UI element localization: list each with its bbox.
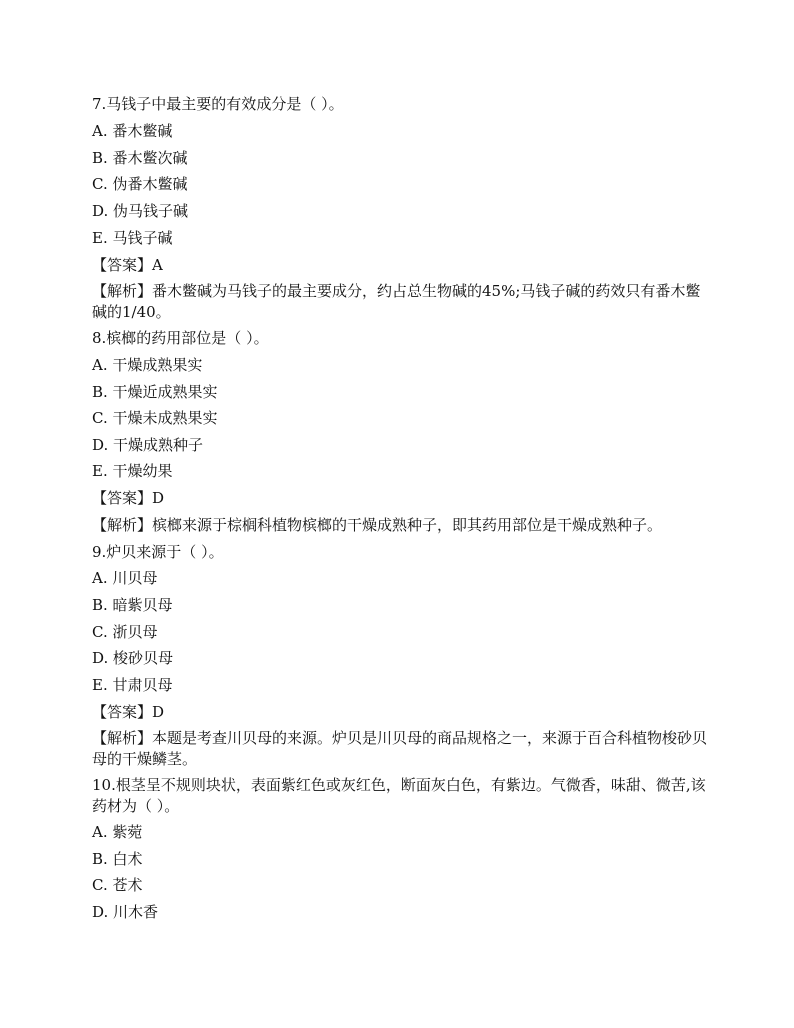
question-7-option-d: D. 伪马钱子碱 xyxy=(92,202,189,220)
question-7-option-c: C. 伪番木鳖碱 xyxy=(92,175,188,193)
question-7-option-b: B. 番木鳖次碱 xyxy=(92,149,188,167)
question-8-option-b: B. 干燥近成熟果实 xyxy=(92,383,218,401)
question-9-answer: 【答案】D xyxy=(92,703,165,721)
question-9-stem: 9.炉贝来源于（ ）。 xyxy=(92,543,224,561)
question-8-answer: 【答案】D xyxy=(92,489,165,507)
question-8-option-d: D. 干燥成熟种子 xyxy=(92,436,204,454)
question-7-option-e: E. 马钱子碱 xyxy=(92,229,173,247)
question-8-analysis: 【解析】槟榔来源于棕榈科植物槟榔的干燥成熟种子，即其药用部位是干燥成熟种子。 xyxy=(92,516,663,534)
question-10-option-d: D. 川木香 xyxy=(92,903,159,921)
question-9-analysis: 【解析】本题是考查川贝母的来源。炉贝是川贝母的商品规格之一，来源于百合科植物梭砂贝母的干燥鳞茎。 xyxy=(92,729,708,768)
question-9-option-a: A. 川贝母 xyxy=(92,569,158,587)
question-8-option-c: C. 干燥未成熟果实 xyxy=(92,409,218,427)
question-9-option-b: B. 暗紫贝母 xyxy=(92,596,173,614)
question-9-option-d: D. 梭砂贝母 xyxy=(92,649,174,667)
question-7-answer: 【答案】A xyxy=(92,256,163,274)
question-8-stem: 8.槟榔的药用部位是（ ）。 xyxy=(92,329,269,347)
question-9-option-c: C. 浙贝母 xyxy=(92,623,158,641)
question-8-option-e: E. 干燥幼果 xyxy=(92,462,173,480)
question-7-analysis: 【解析】番木鳖碱为马钱子的最主要成分，约占总生物碱的45%;马钱子碱的药效只有番木鳖碱的1/40。 xyxy=(92,282,701,321)
question-10-option-c: C. 苍术 xyxy=(92,876,143,894)
question-7-option-a: A. 番木鳖碱 xyxy=(92,122,173,140)
question-10-option-a: A. 紫菀 xyxy=(92,823,143,841)
question-10-option-b: B. 白术 xyxy=(92,850,143,868)
question-7-stem: 7.马钱子中最主要的有效成分是（ ）。 xyxy=(92,95,344,113)
question-10-stem: 10.根茎呈不规则块状，表面紫红色或灰红色，断面灰白色，有紫边。气微香，味甜、微苦,该药材为（ ）。 xyxy=(92,776,706,815)
question-8-option-a: A. 干燥成熟果实 xyxy=(92,356,203,374)
question-9-option-e: E. 甘肃贝母 xyxy=(92,676,173,694)
